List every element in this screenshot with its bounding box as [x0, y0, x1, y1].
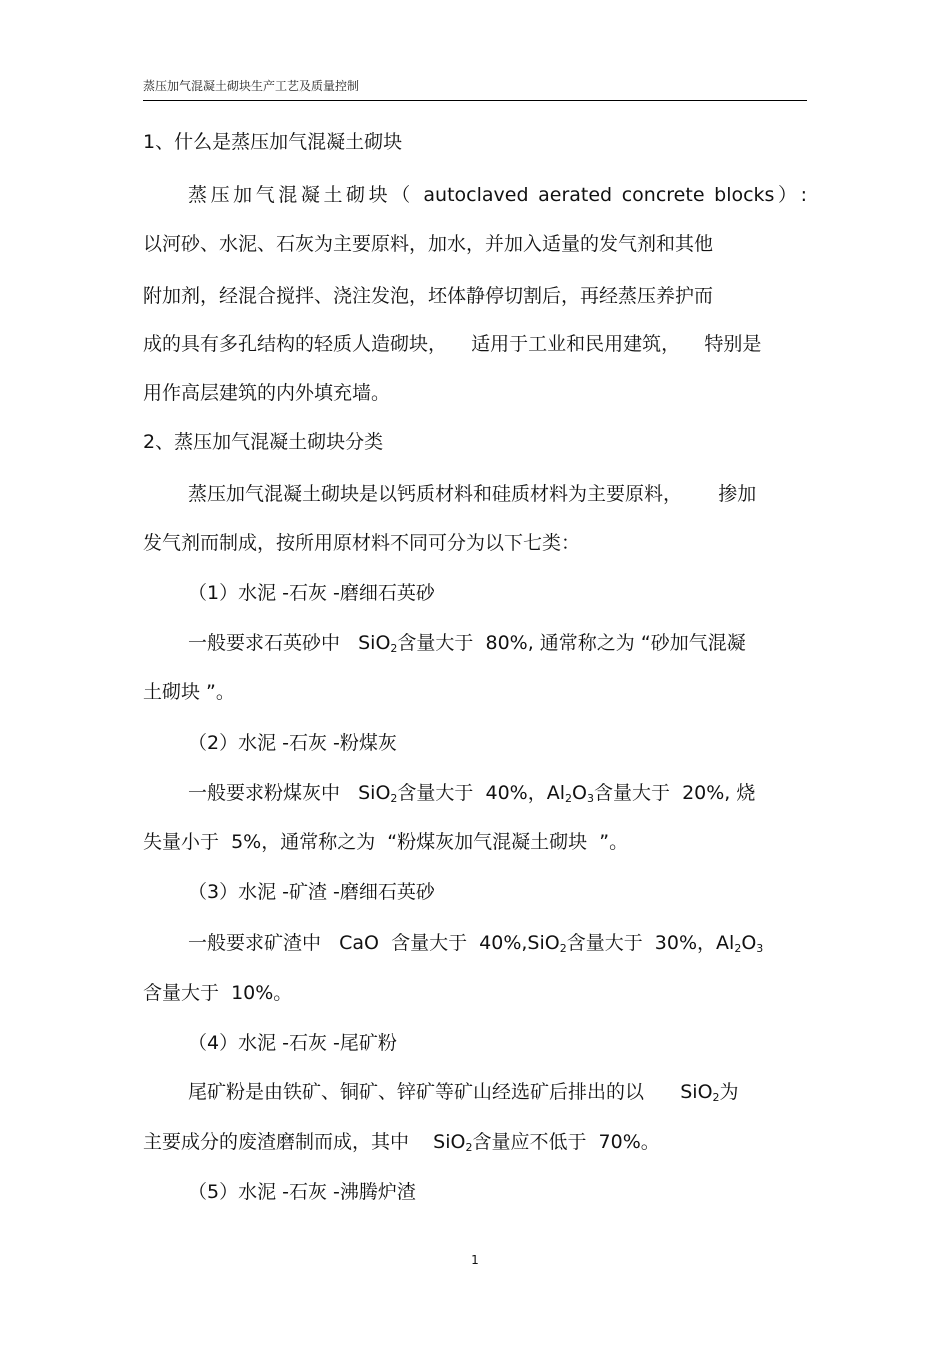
paragraph-line: 一般要求粉煤灰中 SiO$_2$含量大于 40%，$Al_2O_3$含量大于 20%, 烧 — [188, 782, 756, 805]
paragraph-line: 尾矿粉是由铁矿、铜矿、锌矿等矿山经选矿后排出的以 SiO$_2$为 — [188, 1081, 739, 1104]
page-number: 1 — [471, 1253, 479, 1267]
section-heading-2: 2、蒸压加气混凝土砌块分类 — [143, 431, 384, 453]
paragraph-line: 附加剂，经混合搅拌、浇注发泡，坯体静停切割后，再经蒸压养护而 — [143, 285, 714, 307]
section-heading-1: 1、什么是蒸压加气混凝土砌块 — [143, 131, 403, 153]
paragraph-line: 蒸压加气混凝土砌块是以钙质材料和硅质材料为主要原料， 掺加 — [188, 483, 757, 505]
paragraph-line: 蒸压加气混凝土砌块（ autoclaved aerated concrete blocks）: — [188, 184, 807, 206]
category-heading-1: （1）水泥 -石灰 -磨细石英砂 — [188, 582, 435, 604]
category-heading-5: （5）水泥 -石灰 -沸腾炉渣 — [188, 1181, 416, 1203]
paragraph-line: 用作高层建筑的内外填充墙。 — [143, 382, 391, 404]
paragraph-line: 主要成分的废渣磨制而成，其中 SiO$_2$含量应不低于 70%。 — [143, 1131, 660, 1154]
category-heading-2: （2）水泥 -石灰 -粉煤灰 — [188, 732, 397, 754]
paragraph-line: 成的具有多孔结构的轻质人造砌块， 适用于工业和民用建筑， 特别是 — [143, 333, 762, 355]
paragraph-line: 一般要求石英砂中 SiO$_2$含量大于 80%, 通常称之为 “砂加气混凝 — [188, 632, 746, 655]
category-heading-3: （3）水泥 -矿渣 -磨细石英砂 — [188, 881, 435, 903]
category-heading-4: （4）水泥 -石灰 -尾矿粉 — [188, 1032, 397, 1054]
paragraph-line: 失量小于 5%，通常称之为 “粉煤灰加气混凝土砌块 ”。 — [143, 831, 629, 853]
paragraph-line: 以河砂、水泥、石灰为主要原料，加水，并加入适量的发气剂和其他 — [143, 233, 714, 255]
paragraph-line: 发气剂而制成，按所用原材料不同可分为以下七类： — [143, 532, 581, 554]
paragraph-line: 一般要求矿渣中 CaO 含量大于 40%,SiO$_2$含量大于 30%，$Al_2O_3$ — [188, 932, 764, 955]
paragraph-line: 含量大于 10%。 — [143, 982, 293, 1004]
header-divider — [143, 100, 807, 101]
paragraph-line: 土砌块 ”。 — [143, 681, 235, 703]
running-header: 蒸压加气混凝土砌块生产工艺及质量控制 — [143, 79, 360, 93]
